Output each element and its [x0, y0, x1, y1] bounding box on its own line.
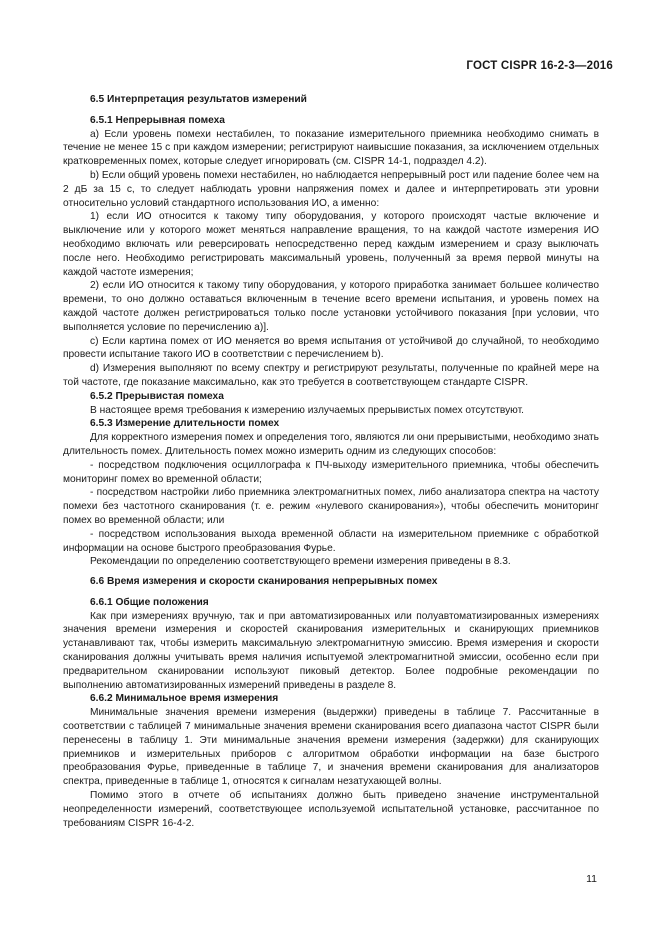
paragraph: Для корректного измерения помех и определения того, являются ли они прерывистыми, необходимо знать длительность помех. Длительность помех можно измерить одним из следующих способов: — [63, 432, 599, 457]
section-heading: 6.5 Интерпретация результатов измерений — [90, 94, 307, 105]
list-item: - посредством использования выхода временной области на измерительном приемнике с обработкой информации на основе быстрого преобразования Фурье. — [63, 528, 599, 554]
paragraph: 2) если ИО относится к такому типу оборудования, у которого приработка занимает большее количество времени, то оно должно оставаться включенным в течение всего времени испытания, и уровень помех на каждой частоте должен регистрироваться только после установки устойчивого показания [при условии, что выполняется условие по перечислению a)]. — [63, 280, 599, 333]
document-body — [63, 93, 599, 830]
paragraph: В настоящее время требования к измерению излучаемых прерывистых помех отсутствуют. — [90, 404, 524, 416]
list-item: - посредством настройки либо приемника электромагнитных помех, либо анализатора спектра на частоту помехи без частотного сканирования (т. е. режим «нулевого сканирования»), чтобы обеспечить мониторинг помех во временной области; или — [63, 487, 599, 526]
paragraph: Помимо этого в отчете об испытаниях должно быть приведено значение инструментальной неопределенности измерений, соответствующее используемой испытательной установке, рассчитанное по требованиям CISPR 16-4-2. — [63, 790, 599, 829]
subsection-heading: 6.6.1 Общие положения — [90, 596, 209, 608]
paragraph: c) Если картина помех от ИО меняется во время испытания от устойчивой до случайной, то необходимо провести испытание такого ИО в соответствии с перечислением b). — [63, 335, 599, 361]
list-item: - посредством подключения осциллографа к ПЧ-выходу измерительного приемника, чтобы обеспечить мониторинг помех во временной области; — [63, 459, 599, 485]
document-header: ГОСТ CISPR 16-2-3—2016 — [466, 60, 613, 72]
paragraph: 1) если ИО относится к такому типу оборудования, у которого происходят частые включение и выключение или у которого может меняться направление вращения, то на каждой частоте измерения ИО необходимо включать или реверсировать непосредственно перед каждым измерением и сразу выключать после него. Необходимо регистрировать максимальный уровень, полученный за время первой минуты на каждой частоте измерения; — [63, 211, 599, 278]
paragraph: Как при измерениях вручную, так и при автоматизированных или полуавтоматизированных измерениях значения времени измерения и скоростей сканирования измерительных и сканирующих приемников устанавливают так, чтобы измерить максимальную электромагнитную эмиссию. Время измерения и скорости сканирования должны учитывать время наличия испытуемой электромагнитной эмиссии, особенно если при предварительном сканировании используют пиковый детектор. Более подробные рекомендации по выполнению автоматизированных измерений приведены в разделе 8. — [63, 610, 599, 691]
subsection-heading: 6.5.1 Непрерывная помеха — [90, 114, 225, 126]
section-heading: 6.6 Время измерения и скорости сканирования непрерывных помех — [90, 576, 438, 588]
subsection-heading: 6.5.2 Прерывистая помеха — [90, 390, 224, 402]
paragraph: Минимальные значения времени измерения (выдержки) приведены в таблице 7. Рассчитанные в соответствии с таблицей 7 минимальные значения времени сканирования всего диапазона частот CISPR были перенесены в таблицу 1. Эти минимальные значения времени измерения (задержки) для сканирующих приемников и измерительных приборов с алгоритмом обработки информации на базе быстрого преобразования Фурье, приведенные в таблице 7, и значения времени сканирования для анализаторов спектра, приведенные в таблице 1, относятся к сигналам незатухающей волны. — [63, 707, 599, 788]
page-number: 11 — [586, 873, 597, 885]
paragraph: a) Если уровень помехи нестабилен, то показание измерительного приемника необходимо снимать в течение не менее 15 с при каждом измерении; регистрируют наивысшие показания, за исключением отдельных кратковременных помех, которые следует игнорировать (см. CISPR 14-1, подраздел 4.2). — [63, 128, 599, 168]
subsection-heading: 6.5.3 Измерение длительности помех — [90, 418, 280, 430]
subsection-heading: 6.6.2 Минимальное время измерения — [90, 693, 279, 705]
paragraph: Рекомендации по определению соответствующего времени измерения приведены в 8.3. — [90, 556, 511, 568]
paragraph: b) Если общий уровень помехи нестабилен, но наблюдается непрерывный рост или падение более чем на 2 дБ за 15 с, то следует наблюдать уровни напряжения помех и далее и интерпретировать эти уровни относительно условий стандартного использования ИО, а именно: — [63, 169, 599, 209]
paragraph: d) Измерения выполняют по всему спектру и регистрируют результаты, полученные по крайней мере на той частоте, где показание максимально, как это требуется в соответствующем стандарте CISPR. — [63, 363, 599, 388]
